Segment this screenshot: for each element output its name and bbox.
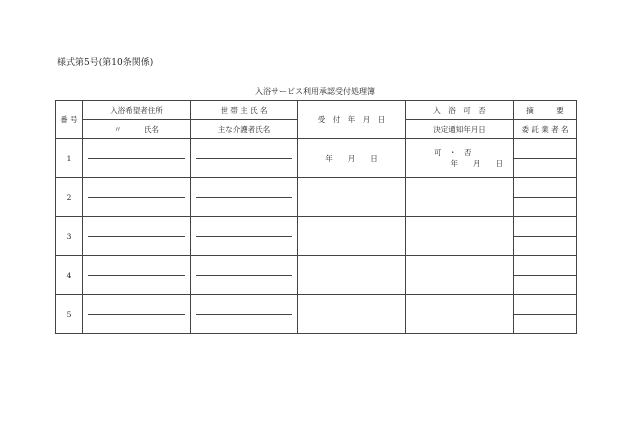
document-title: 入浴サービス利用承認受付処理簿 [255,87,375,96]
head-caregiver-cell[interactable] [191,139,298,178]
contractor-cell[interactable] [514,275,577,295]
received-date-cell[interactable]: 年 月 日 [298,139,406,178]
form-label: 様式第5号(第10条関係) [57,58,154,68]
header-decision-date: 決定通知年月日 [406,120,514,139]
approval-cell[interactable] [406,256,514,295]
row-number: 2 [56,178,83,217]
table-row [56,217,577,237]
table-row [56,256,577,276]
header-name: 〃 氏名 [83,120,191,139]
received-date-cell[interactable] [298,256,406,295]
approval-cell[interactable] [406,178,514,217]
summary-cell[interactable] [514,178,577,198]
header-row-1 [56,101,577,120]
address-name-cell[interactable] [83,256,191,295]
summary-cell[interactable] [514,256,577,276]
table-row [56,178,577,198]
header-received-date: 受 付 年 月 日 [298,101,406,139]
approval-cell[interactable] [406,295,514,334]
header-number: 番 号 [56,101,83,139]
summary-cell[interactable] [514,139,577,159]
decision-date: 年 月 日 [450,159,503,168]
approval-cell[interactable] [406,139,514,178]
head-caregiver-cell[interactable] [191,178,298,217]
address-name-cell[interactable] [83,139,191,178]
row-number: 4 [56,256,83,295]
header-summary: 摘 要 [514,101,577,120]
approval-choice: 可 ・ 否 [434,148,472,157]
received-date-cell[interactable] [298,217,406,256]
summary-cell[interactable] [514,295,577,315]
header-approval: 入 浴 可 否 [406,101,514,120]
table-row [56,295,577,315]
header-committee-member: 委 託 業 者 名 [514,120,577,139]
head-caregiver-cell[interactable] [191,256,298,295]
contractor-cell[interactable] [514,197,577,217]
head-caregiver-cell[interactable] [191,217,298,256]
address-name-cell[interactable] [83,217,191,256]
header-caregiver: 主な介護者氏名 [191,120,298,139]
row-number: 1 [56,139,83,178]
address-name-cell[interactable] [83,295,191,334]
head-caregiver-cell[interactable] [191,295,298,334]
contractor-cell[interactable] [514,314,577,334]
header-address: 入浴希望者住所 [83,101,191,120]
row-number: 3 [56,217,83,256]
row-number: 5 [56,295,83,334]
received-date-cell[interactable] [298,178,406,217]
table-row [56,139,577,159]
ledger-table [55,100,577,334]
summary-cell[interactable] [514,217,577,237]
received-date-cell[interactable] [298,295,406,334]
header-household-head: 世 帯 主 氏 名 [191,101,298,120]
contractor-cell[interactable] [514,236,577,256]
contractor-cell[interactable] [514,158,577,178]
address-name-cell[interactable] [83,178,191,217]
approval-cell[interactable] [406,217,514,256]
